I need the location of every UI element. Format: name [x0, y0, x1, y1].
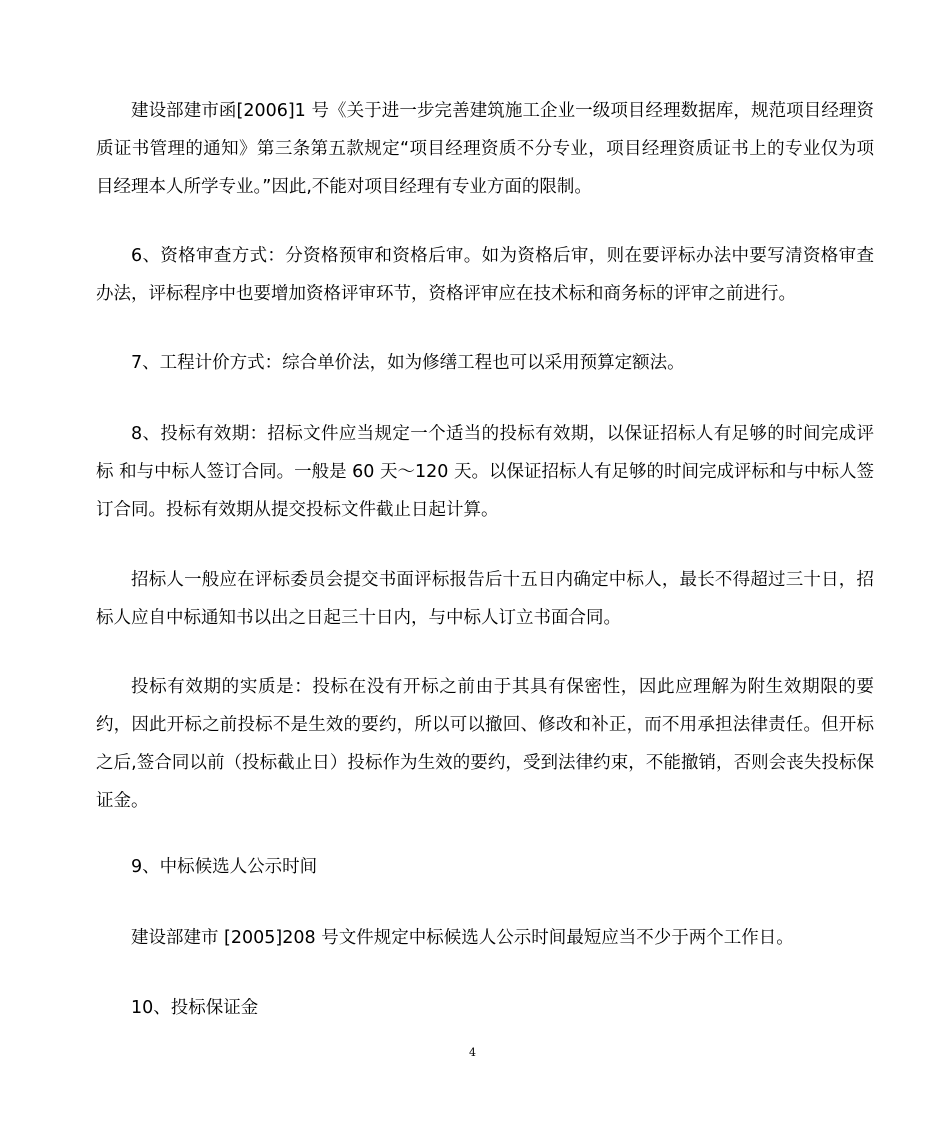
- paragraph-pricing-method: 7、工程计价方式：综合单价法，如为修缮工程也可以采用预算定额法。: [131, 353, 685, 373]
- paragraph-bid-validity-nature: 投标有效期的实质是：投标在没有开标之前由于其具有保密性，因此应理解为附生效期限的要约，因此开标之前投标不是生效的要约，所以可以撤回、修改和补正，而不用承担法律责任。但开标之后,签合同以前（投标截止日）投标作为生效的要约，受到法律约束，不能撤销，否则会丧失投标保证金。: [96, 677, 874, 811]
- paragraph-project-manager-qualification: 建设部建市函[2006]1 号《关于进一步完善建筑施工企业一级项目经理数据库，规范项目经理资质证书管理的通知》第三条第五款规定“项目经理资质不分专业，项目经理资质证书上的专业仅为项目经理本人所学专业。”因此,不能对项目经理有专业方面的限制。: [96, 101, 874, 197]
- paragraph-candidate-publicity-rule: 建设部建市 [2005]208 号文件规定中标候选人公示时间最短应当不少于两个工作日。: [131, 928, 794, 948]
- page-number: 4: [469, 1046, 476, 1059]
- paragraph-award-deadline: 招标人一般应在评标委员会提交书面评标报告后十五日内确定中标人，最长不得超过三十日，招标人应自中标通知书以出之日起三十日内，与中标人订立书面合同。: [96, 570, 874, 628]
- paragraph-qualification-review-method: 6、资格审查方式：分资格预审和资格后审。如为资格后审，则在要评标办法中要写清资格审查办法，评标程序中也要增加资格评审环节，资格评审应在技术标和商务标的评审之前进行。: [96, 246, 874, 304]
- paragraph-bid-validity-period: 8、投标有效期：招标文件应当规定一个适当的投标有效期，以保证招标人有足够的时间完成评标 和与中标人签订合同。一般是 60 天～120 天。以保证招标人有足够的时间完成评标和与中标人签订合同。投标有效期从提交投标文件截止日起计算。: [96, 424, 874, 520]
- heading-candidate-publicity-time: 9、中标候选人公示时间: [131, 857, 318, 877]
- heading-bid-bond: 10、投标保证金: [131, 998, 259, 1018]
